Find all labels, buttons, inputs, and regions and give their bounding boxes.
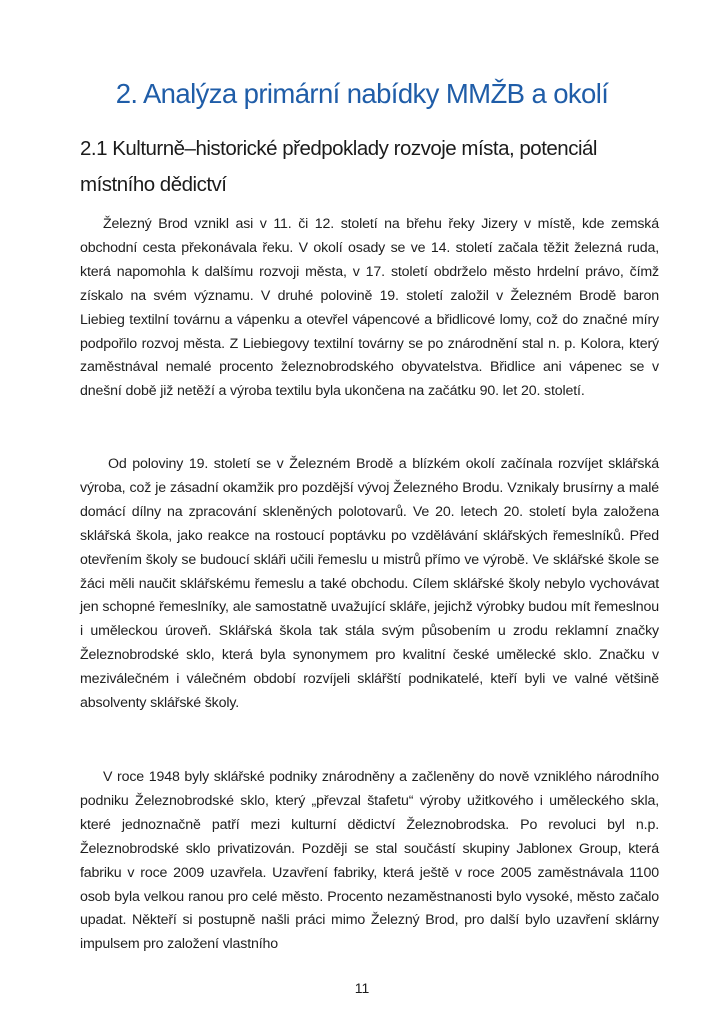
paragraph-history: Železný Brod vznikl asi v 11. či 12. století na břehu řeky Jizery v místě, kde zemská obchodní cesta překonávala řeku. V okolí osady se ve 14. století začala těžit železná ruda, která napomohla k dalšímu rozvoji města, v 17. století obdrželo město hrdelní právo, čímž získalo na svém významu. V druhé polovině 19. století založil v Železném Brodě baron Liebieg textilní továrnu a vápenku a otevřel vápencové a břidlicové lomy, což do značné míry podpořilo rozvoj města. Z Liebiegovy textilní továrny se po znárodnění stal n. p. Kolora, který zaměstnával nemalé procento železnobrodského obyvatelstva. Břidlice ani vápenec se v dnešní době již netěží a výroba textilu byla ukončena na začátku 90. let 20. století.: [80, 216, 659, 400]
paragraph-nationalization: V roce 1948 byly sklářské podniky znárodněny a začleněny do nově vzniklého národního podniku Železnobrodské sklo, který „převzal štafetu“ výroby užitkového i uměleckého skla, které jednoznačně patří mezi kulturní dědictví Železnobrodska. Po revoluci byl n.p. Železnobrodské sklo privatizován. Později se stal součástí skupiny Jablonex Group, která fabriku v roce 2009 uzavřela. Uzavření fabriky, která ještě v roce 2005 zaměstnávala 1100 osob byla velkou ranou pro celé město. Procento nezaměstnanosti bylo vysoké, město začalo upadat. Někteří si postupně našli práci mimo Železný Brod, pro další bylo uzavření sklárny impulsem pro založení vlastního: [80, 769, 659, 953]
chapter-title: 2. Analýza primární nabídky MMŽB a okolí: [115, 78, 609, 109]
section-title: 2.1 Kulturně–historické předpoklady rozvoje místa, potenciál místního dědictví: [80, 137, 597, 196]
paragraph-glassmaking: Od poloviny 19. století se v Železném Brodě a blízkém okolí začínala rozvíjet sklářská výroba, což je zásadní okamžik pro pozdější vývoj Železného Brodu. Vznikaly brusírny a malé domácí dílny na zpracování skleněných polotovarů. Ve 20. letech 20. století byla založena sklářská škola, jako reakce na rostoucí poptávku po vzdělávání sklářských řemeslníků. Před otevřením školy se budoucí skláři učili řemeslu u mistrů přímo ve výrobě. Ve sklářské škole se žáci měli naučit sklářskému řemeslu a také obchodu. Cílem sklářské školy nebylo vychovávat jen schopné řemeslníky, ale samostatně uvažující skláře, jejichž výrobky budou mít řemeslnou i uměleckou úroveň. Sklářská škola tak stála svým působením u zrodu reklamní značky Železnobrodské sklo, která byla synonymem pro kvalitní české umělecké sklo. Značku v meziválečném i válečném období rozvíjeli sklářští podnikatelé, kteří byli ve valné většině absolventy sklářské školy.: [80, 456, 659, 712]
page-number: 11: [354, 980, 370, 996]
